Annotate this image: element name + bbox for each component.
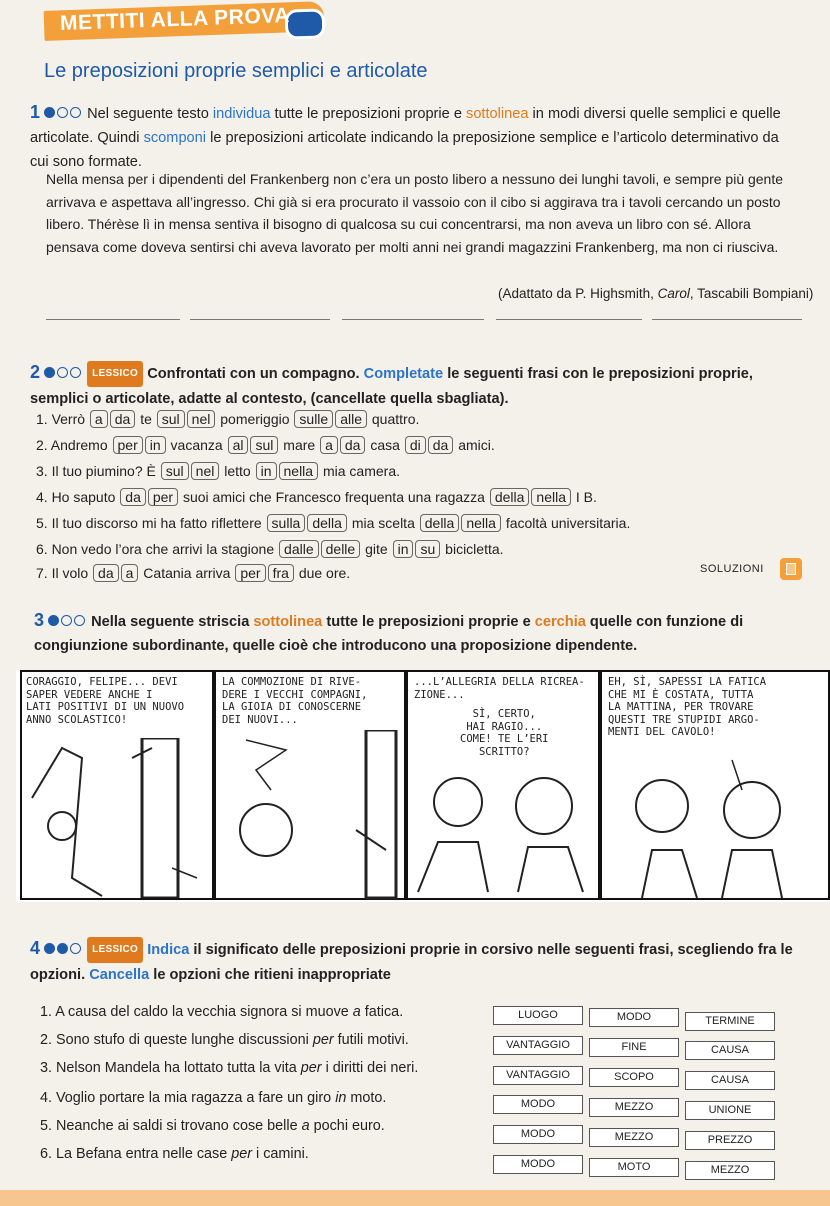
option-box[interactable]: alle <box>335 410 367 428</box>
speech-balloon: ...L’ALLEGRIA DELLA RICREA- ZIONE... <box>414 676 585 701</box>
instruction-verb: Indica <box>147 942 190 958</box>
instruction-text: in modi diversi quelle semplici e quelle articolate. Quindi <box>30 106 781 146</box>
option-box[interactable]: per <box>148 488 178 506</box>
answer-line[interactable] <box>496 319 642 320</box>
instruction-verb: sottolinea <box>466 106 529 122</box>
option-modo[interactable]: MODO <box>493 1125 583 1144</box>
solutions-icon[interactable] <box>780 558 802 580</box>
option-box[interactable]: sul <box>161 462 189 480</box>
sentence-3: 3. Il tuo piumino? È sul nel letto in nella mia camera. <box>36 463 401 479</box>
exercise-4-row: 3. Nelson Mandela ha lottato tutta la vita per i diritti dei neri. <box>40 1060 419 1076</box>
instruction-text: le opzioni che ritieni inappropriate <box>149 967 391 983</box>
lessico-tag: LESSICO <box>87 937 143 963</box>
exercise-4-row: 4. Voglio portare la mia ragazza a fare un giro in moto. <box>40 1090 387 1106</box>
exercise-4-row: 6. La Befana entra nelle case per i camini. <box>40 1146 309 1162</box>
comic-drawing <box>216 730 404 900</box>
option-fine[interactable]: FINE <box>589 1038 679 1057</box>
instruction-text: il significato delle preposizioni proprie in corsivo nelle seguenti frasi, scegliendo fra le opzioni. <box>30 942 793 983</box>
answer-line[interactable] <box>652 319 802 320</box>
instruction-verb: individua <box>212 106 271 122</box>
option-box[interactable]: da <box>340 436 366 454</box>
option-box[interactable]: nella <box>531 488 571 506</box>
option-modo[interactable]: MODO <box>589 1008 679 1027</box>
option-prezzo[interactable]: PREZZO <box>685 1131 775 1150</box>
comic-panel-1 <box>20 670 214 900</box>
option-box[interactable]: in <box>393 540 414 558</box>
option-termine[interactable]: TERMINE <box>685 1012 775 1031</box>
instruction-text: le seguenti frasi con le preposizioni proprie, semplici o articolate, adatte al contesto, (cancellate quella sbagliata). <box>30 366 753 407</box>
option-causa[interactable]: CAUSA <box>685 1071 775 1090</box>
option-box[interactable]: delle <box>321 540 361 558</box>
sentence-6: 6. Non vedo l’ora che arrivi la stagione dalle delle gite in su bicicletta. <box>36 541 504 557</box>
option-box[interactable]: della <box>420 514 460 532</box>
option-box[interactable]: in <box>145 436 166 454</box>
comic-drawing <box>602 750 828 900</box>
passage-source: (Adattato da P. Highsmith, Carol, Tascabili Bompiani) <box>498 286 814 301</box>
option-box[interactable]: della <box>490 488 530 506</box>
instruction-text: quelle con funzione di congiunzione subordinante, quelle cioè che introducono una proposizione dipendente. <box>34 614 744 654</box>
sentence-4: 4. Ho saputo da per suoi amici che Francesco frequenta una ragazza della nella I B. <box>36 489 597 505</box>
option-box[interactable]: da <box>110 410 136 428</box>
exercise-1-instruction <box>30 100 800 174</box>
exercise-number: 3 <box>34 610 45 630</box>
exercise-4-instruction <box>30 936 820 987</box>
option-box[interactable]: per <box>113 436 143 454</box>
instruction-text: le preposizioni articolate indicando la preposizione semplice e l’articolo determinativo da cui sono formate. <box>30 130 779 170</box>
option-luogo[interactable]: LUOGO <box>493 1006 583 1025</box>
option-box[interactable]: fra <box>268 564 294 582</box>
solutions-label[interactable]: SOLUZIONI <box>700 563 764 575</box>
answer-line[interactable] <box>46 319 180 320</box>
option-box[interactable]: della <box>307 514 347 532</box>
answer-line[interactable] <box>190 319 330 320</box>
speech-balloon: CORAGGIO, FELIPE... DEVI SAPER VEDERE ANCHE I LATI POSITIVI DI UN NUOVO ANNO SCOLASTICO! <box>26 676 185 726</box>
option-mezzo[interactable]: MEZZO <box>589 1128 679 1147</box>
bottom-band <box>0 1190 830 1206</box>
option-causa[interactable]: CAUSA <box>685 1041 775 1060</box>
option-box[interactable]: nel <box>187 410 216 428</box>
option-vantaggio[interactable]: VANTAGGIO <box>493 1066 583 1085</box>
option-box[interactable]: sul <box>250 436 278 454</box>
page-title: METTITI ALLA PROVA <box>59 3 291 36</box>
comic-strip <box>16 670 830 902</box>
difficulty-dots <box>48 614 87 630</box>
option-box[interactable]: nella <box>279 462 319 480</box>
difficulty-dots <box>44 942 83 958</box>
speech-balloon: EH, SÌ, SAPESSI LA FATICA CHE MI È COSTATA, TUTTA LA MATTINA, PER TROVARE QUESTI TRE STUPIDI ARGO- MENTI DEL CAVOLO! <box>608 676 767 738</box>
exercise-4-row: 2. Sono stufo di queste lunghe discussioni per futili motivi. <box>40 1032 409 1048</box>
option-box[interactable]: sulla <box>267 514 306 532</box>
instruction-verb: sottolinea <box>253 614 323 630</box>
comic-panel-4 <box>600 670 830 900</box>
instruction-verb: cerchia <box>534 614 586 630</box>
option-box[interactable]: a <box>121 564 139 582</box>
option-box[interactable]: su <box>415 540 440 558</box>
option-box[interactable]: sul <box>157 410 185 428</box>
option-box[interactable]: sulle <box>294 410 333 428</box>
exercise-number: 2 <box>30 362 41 382</box>
exercise-1-passage: Nella mensa per i dipendenti del Frankenberg non c’era un posto libero a nessuno dei lunghi tavoli, e sempre più gente arrivava e aspettava all’ingresso. Chi già si era procurato il vassoio con il cibo si aggirava tra i tavoli cercando un posto libero. Thérèse lì in mensa sentiva il bisogno di qualcosa su cui concentrarsi, ma non aveva un libro con sé. Allora pensava come doveva sentirsi chi aveva lavorato per molti anni nei grandi magazzini Frankenberg, ma non ci riusciva. <box>46 171 784 255</box>
option-modo[interactable]: MODO <box>493 1095 583 1114</box>
option-vantaggio[interactable]: VANTAGGIO <box>493 1036 583 1055</box>
comic-panel-2 <box>214 670 406 900</box>
exercise-number: 1 <box>30 102 41 122</box>
comic-drawing <box>22 738 212 898</box>
speech-balloon: SÌ, CERTO, HAI RAGIO... COME! TE L’ERI SCRITTO? <box>460 708 549 758</box>
instruction-text: Confrontati con un compagno. <box>147 366 364 382</box>
option-scopo[interactable]: SCOPO <box>589 1068 679 1087</box>
comic-panel-3 <box>406 670 600 900</box>
lessico-tag: LESSICO <box>87 361 143 387</box>
sentence-7: 7. Il volo da a Catania arriva per fra due ore. <box>36 565 351 581</box>
option-mezzo[interactable]: MEZZO <box>685 1161 775 1180</box>
instruction-text: Nel seguente testo <box>87 106 213 122</box>
instruction-text: tutte le preposizioni proprie e <box>322 614 535 630</box>
option-box[interactable]: a <box>320 436 338 454</box>
difficulty-dots <box>44 366 83 382</box>
sentence-2: 2. Andremo per in vacanza al sul mare a da casa di da amici. <box>36 437 495 453</box>
section-subtitle: Le preposizioni proprie semplici e articolate <box>44 60 428 82</box>
option-modo[interactable]: MODO <box>493 1155 583 1174</box>
option-mezzo[interactable]: MEZZO <box>589 1098 679 1117</box>
exercise-4-row: 1. A causa del caldo la vecchia signora si muove a fatica. <box>40 1004 404 1020</box>
option-box[interactable]: nella <box>461 514 501 532</box>
option-box[interactable]: dalle <box>279 540 319 558</box>
instruction-verb: Cancella <box>89 967 150 983</box>
answer-line[interactable] <box>342 319 484 320</box>
option-unione[interactable]: UNIONE <box>685 1101 775 1120</box>
option-box[interactable]: da <box>428 436 454 454</box>
exercise-number: 4 <box>30 938 41 958</box>
option-moto[interactable]: MOTO <box>589 1158 679 1177</box>
option-box[interactable]: nel <box>191 462 220 480</box>
option-box[interactable]: al <box>228 436 249 454</box>
exercise-4-row: 5. Neanche ai saldi si trovano cose belle a pochi euro. <box>40 1118 385 1134</box>
option-box[interactable]: in <box>256 462 277 480</box>
instruction-text: tutte le preposizioni proprie e <box>270 106 467 122</box>
header-dot <box>284 8 325 39</box>
option-box[interactable]: da <box>120 488 146 506</box>
option-box[interactable]: per <box>235 564 265 582</box>
comic-drawing <box>408 762 598 902</box>
sentence-5: 5. Il tuo discorso mi ha fatto riflettere sulla della mia scelta della nella facoltà universitaria. <box>36 515 631 531</box>
sentence-1: 1. Verrò a da te sul nel pomeriggio sulle alle quattro. <box>36 411 420 427</box>
instruction-verb: Completate <box>363 366 444 382</box>
option-box[interactable]: di <box>405 436 426 454</box>
difficulty-dots <box>44 106 83 122</box>
instruction-text: Nella seguente striscia <box>91 614 254 630</box>
speech-balloon: LA COMMOZIONE DI RIVE- DERE I VECCHI COMPAGNI, LA GIOIA DI CONOSCERNE DEI NUOVI... <box>222 676 368 726</box>
instruction-verb: scomponi <box>143 130 207 146</box>
exercise-2-instruction <box>30 360 810 411</box>
option-box[interactable]: da <box>93 564 119 582</box>
exercise-3-instruction <box>34 608 814 658</box>
option-box[interactable]: a <box>90 410 108 428</box>
